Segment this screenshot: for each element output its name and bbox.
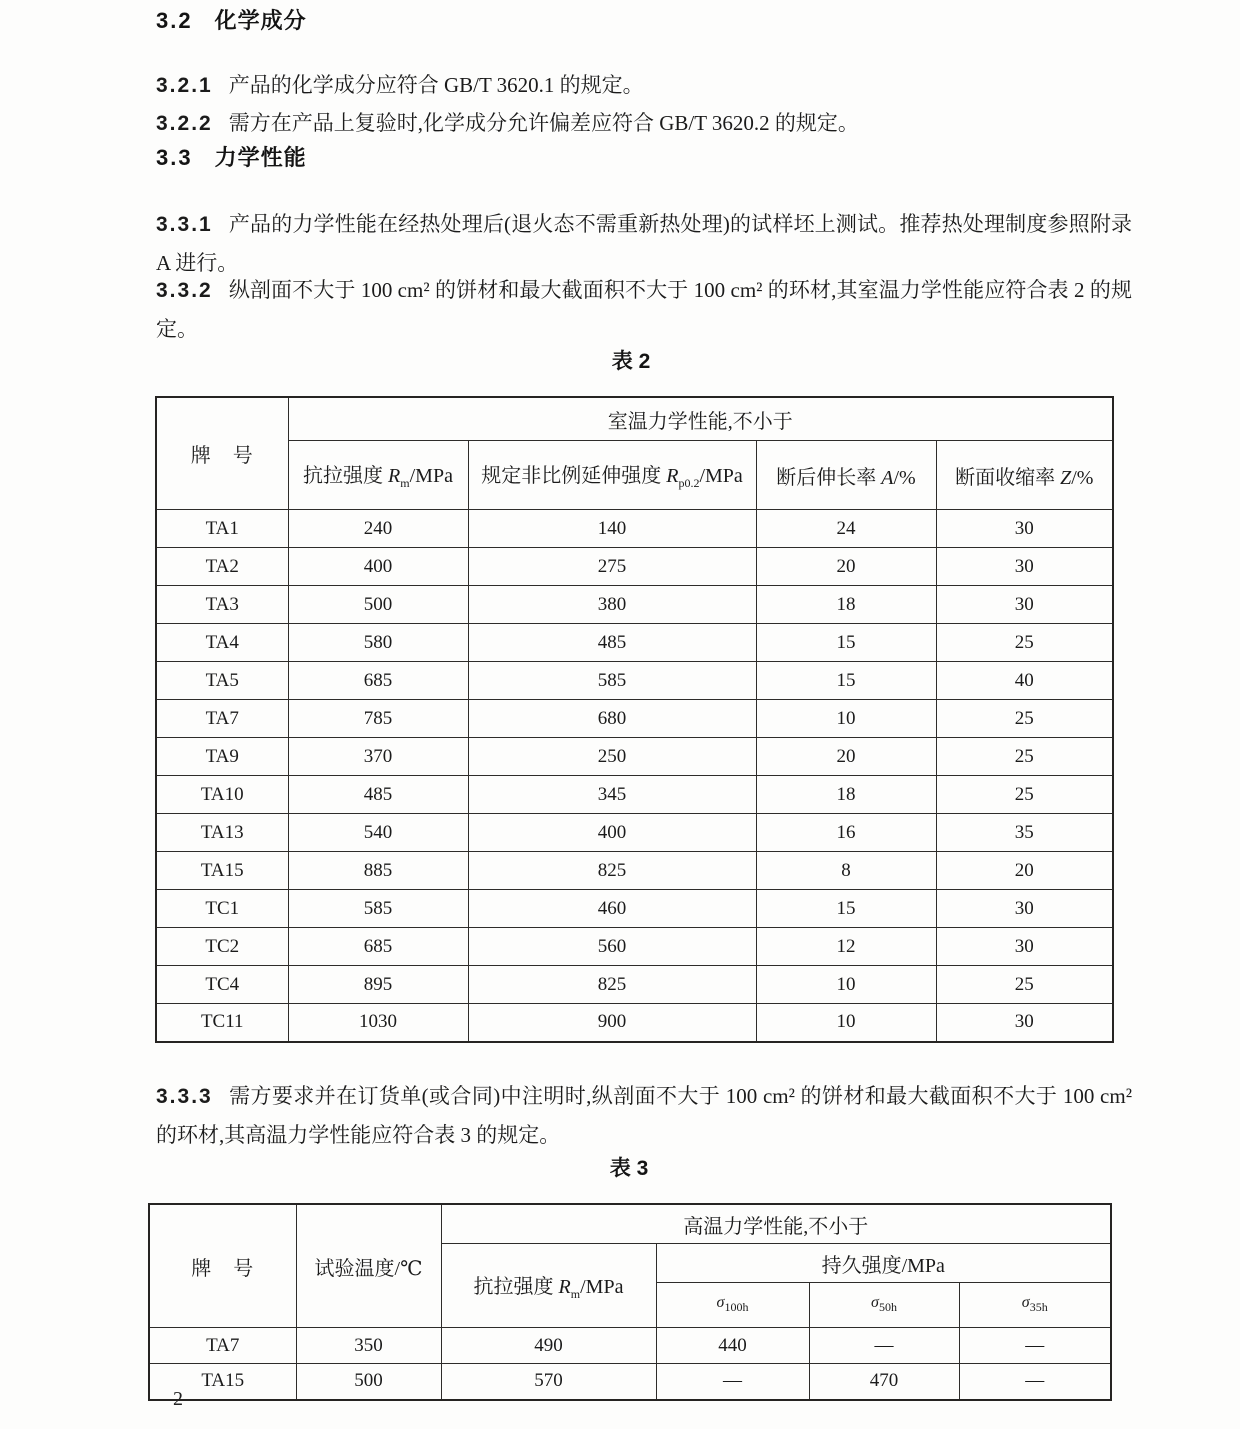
elongation-cell: 20 [756, 738, 936, 776]
paragraph-3-3-3 [156, 1077, 1132, 1154]
grade-cell: TA7 [149, 1328, 296, 1364]
elongation-cell: 15 [756, 890, 936, 928]
clause-number: 3.2.1 [156, 74, 213, 97]
table-row [156, 1004, 1113, 1042]
unit: /MPa [409, 465, 453, 487]
table-2-col-reduction-of-area [936, 441, 1113, 510]
grade-cell: TA13 [156, 814, 288, 852]
clause-number: 3.2 [156, 8, 193, 33]
heading-3-3 [156, 145, 307, 171]
tensile-strength-cell: 370 [288, 738, 468, 776]
symbol: Z [1060, 466, 1072, 489]
grade-cell: TA1 [156, 510, 288, 548]
table-3-endurance-strength-header: 持久强度/MPa [656, 1244, 1111, 1283]
table-row [149, 1364, 1111, 1400]
proof-strength-cell: 345 [468, 776, 756, 814]
table-row [156, 586, 1113, 624]
table-2-col-elongation [756, 441, 936, 510]
tensile-strength-cell: 685 [288, 662, 468, 700]
tensile-strength-cell: 885 [288, 852, 468, 890]
col-label: 抗拉强度 [473, 1275, 559, 1298]
table-row [156, 738, 1113, 776]
grade-cell: TA7 [156, 700, 288, 738]
sigma-35h-cell: — [959, 1328, 1111, 1364]
col-label: 规定非比例延伸强度 [481, 465, 667, 487]
proof-strength-cell: 400 [468, 814, 756, 852]
table-2-caption: 表 2 [611, 350, 651, 373]
unit: /MPa [699, 465, 743, 487]
elongation-cell: 15 [756, 662, 936, 700]
reduction-of-area-cell: 25 [936, 966, 1113, 1004]
symbol-subscript: m [570, 1286, 581, 1301]
elongation-cell: 10 [756, 700, 936, 738]
tensile-strength-cell: 685 [288, 928, 468, 966]
sigma-50h-cell: 470 [809, 1364, 959, 1400]
tensile-strength-cell: 580 [288, 624, 468, 662]
table-3-col-sigma-100h [656, 1283, 809, 1328]
clause-number: 3.3.2 [156, 279, 213, 302]
elongation-cell: 8 [756, 852, 936, 890]
sigma-100h-cell: 440 [656, 1328, 809, 1364]
clause-text: 产品的力学性能在经热处理后(退火态不需重新热处理)的试样坯上测试。推荐热处理制度参照附录 A 进行。 [156, 212, 1132, 275]
reduction-of-area-cell: 40 [936, 662, 1113, 700]
grade-cell: TC2 [156, 928, 288, 966]
reduction-of-area-cell: 30 [936, 1004, 1113, 1042]
proof-strength-cell: 485 [468, 624, 756, 662]
table-row [156, 510, 1113, 548]
clause-number: 3.3 [156, 145, 193, 170]
table-row [149, 1328, 1111, 1364]
paragraph-3-2-1 [156, 66, 1132, 105]
reduction-of-area-cell: 30 [936, 586, 1113, 624]
reduction-of-area-cell: 25 [936, 738, 1113, 776]
table-3-header-row-1 [149, 1204, 1111, 1244]
clause-number: 3.2.2 [156, 112, 213, 135]
tensile-strength-cell: 785 [288, 700, 468, 738]
elongation-cell: 15 [756, 624, 936, 662]
reduction-of-area-cell: 30 [936, 548, 1113, 586]
reduction-of-area-cell: 25 [936, 700, 1113, 738]
table-row [156, 890, 1113, 928]
table-row [156, 700, 1113, 738]
tensile-strength-cell: 585 [288, 890, 468, 928]
col-label: 断后伸长率 [776, 466, 882, 489]
table-2-col-proof-strength [468, 441, 756, 510]
tensile-strength-cell: 570 [441, 1364, 656, 1400]
paragraph-3-3-2 [156, 271, 1132, 348]
grade-cell: TC11 [156, 1004, 288, 1042]
tensile-strength-cell: 240 [288, 510, 468, 548]
elongation-cell: 24 [756, 510, 936, 548]
reduction-of-area-cell: 25 [936, 776, 1113, 814]
symbol: R [666, 465, 679, 487]
table-3-caption: 表 3 [609, 1157, 649, 1180]
col-label: 抗拉强度 [303, 465, 389, 487]
symbol-subscript: 50h [878, 1300, 897, 1315]
sigma-symbol: σ [871, 1294, 879, 1312]
col-label: 断面收缩率 [955, 466, 1061, 489]
grade-cell: TC4 [156, 966, 288, 1004]
table-row [156, 928, 1113, 966]
table-2 [155, 396, 1114, 1043]
sigma-35h-cell: — [959, 1364, 1111, 1400]
grade-cell: TA10 [156, 776, 288, 814]
tensile-strength-cell: 400 [288, 548, 468, 586]
heading-title: 化学成分 [214, 8, 307, 33]
reduction-of-area-cell: 30 [936, 928, 1113, 966]
test-temperature-cell: 350 [296, 1328, 441, 1364]
table-row [156, 548, 1113, 586]
symbol: R [388, 465, 401, 487]
reduction-of-area-cell: 35 [936, 814, 1113, 852]
symbol-subscript: m [400, 476, 410, 490]
clause-number: 3.3.1 [156, 213, 213, 236]
table-3-grade-header: 牌 号 [149, 1204, 296, 1328]
elongation-cell: 18 [756, 586, 936, 624]
table-2-header-row-1 [156, 397, 1113, 441]
table-3-col-sigma-35h [959, 1283, 1111, 1328]
tensile-strength-cell: 490 [441, 1328, 656, 1364]
table-2-grade-header: 牌 号 [156, 397, 288, 510]
tensile-strength-cell: 485 [288, 776, 468, 814]
grade-cell: TA4 [156, 624, 288, 662]
table-2-group-header: 室温力学性能,不小于 [288, 397, 1113, 441]
reduction-of-area-cell: 25 [936, 624, 1113, 662]
clause-text: 纵剖面不大于 100 cm² 的饼材和最大截面积不大于 100 cm² 的环材,其室温力学性能应符合表 2 的规定。 [156, 278, 1132, 341]
elongation-cell: 18 [756, 776, 936, 814]
clause-text: 产品的化学成分应符合 GB/T 3620.1 的规定。 [228, 73, 644, 97]
table-3-test-temperature-header: 试验温度/℃ [296, 1204, 441, 1328]
grade-cell: TA2 [156, 548, 288, 586]
proof-strength-cell: 140 [468, 510, 756, 548]
table-3-col-tensile-strength [441, 1244, 656, 1328]
elongation-cell: 12 [756, 928, 936, 966]
unit: /% [893, 466, 916, 489]
table-3-group-header: 高温力学性能,不小于 [441, 1204, 1111, 1244]
heading-title: 力学性能 [214, 145, 307, 170]
symbol: R [558, 1275, 571, 1298]
heading-3-2 [156, 8, 307, 34]
reduction-of-area-cell: 20 [936, 852, 1113, 890]
unit: /MPa [580, 1275, 624, 1298]
symbol-subscript: 35h [1029, 1300, 1048, 1315]
symbol-subscript: 100h [724, 1300, 749, 1315]
symbol-subscript: p0.2 [678, 476, 700, 490]
grade-cell: TA15 [156, 852, 288, 890]
grade-cell: TC1 [156, 890, 288, 928]
table-row [156, 852, 1113, 890]
sigma-100h-cell: — [656, 1364, 809, 1400]
proof-strength-cell: 380 [468, 586, 756, 624]
clause-text: 需方要求并在订货单(或合同)中注明时,纵剖面不大于 100 cm² 的饼材和最大截面积不大于 100 cm² 的环材,其高温力学性能应符合表 3 的规定。 [156, 1084, 1132, 1147]
reduction-of-area-cell: 30 [936, 890, 1113, 928]
tensile-strength-cell: 1030 [288, 1004, 468, 1042]
proof-strength-cell: 250 [468, 738, 756, 776]
symbol: A [881, 466, 894, 489]
proof-strength-cell: 825 [468, 852, 756, 890]
proof-strength-cell: 460 [468, 890, 756, 928]
elongation-cell: 20 [756, 548, 936, 586]
table-row [156, 814, 1113, 852]
proof-strength-cell: 825 [468, 966, 756, 1004]
clause-text: 需方在产品上复验时,化学成分允许偏差应符合 GB/T 3620.2 的规定。 [228, 111, 859, 135]
grade-cell: TA5 [156, 662, 288, 700]
proof-strength-cell: 275 [468, 548, 756, 586]
tensile-strength-cell: 895 [288, 966, 468, 1004]
table-row [156, 966, 1113, 1004]
table-row [156, 624, 1113, 662]
grade-cell: TA9 [156, 738, 288, 776]
grade-cell: TA3 [156, 586, 288, 624]
grade-cell: TA15 [149, 1364, 296, 1400]
tensile-strength-cell: 500 [288, 586, 468, 624]
sigma-symbol: σ [716, 1294, 725, 1312]
elongation-cell: 10 [756, 966, 936, 1004]
sigma-symbol: σ [1021, 1294, 1030, 1312]
reduction-of-area-cell: 30 [936, 510, 1113, 548]
tensile-strength-cell: 540 [288, 814, 468, 852]
elongation-cell: 10 [756, 1004, 936, 1042]
page-number: 2 [173, 1388, 183, 1410]
paragraph-3-2-2 [156, 104, 1132, 143]
table-2-col-tensile-strength [288, 441, 468, 510]
clause-number: 3.3.3 [156, 1085, 213, 1108]
table-row [156, 662, 1113, 700]
table-2-header-row-2 [156, 441, 1113, 510]
table-3-col-sigma-50h [809, 1283, 959, 1328]
proof-strength-cell: 680 [468, 700, 756, 738]
unit: /% [1071, 466, 1094, 489]
test-temperature-cell: 500 [296, 1364, 441, 1400]
table-row [156, 776, 1113, 814]
proof-strength-cell: 900 [468, 1004, 756, 1042]
proof-strength-cell: 560 [468, 928, 756, 966]
table-3 [148, 1203, 1112, 1401]
proof-strength-cell: 585 [468, 662, 756, 700]
elongation-cell: 16 [756, 814, 936, 852]
sigma-50h-cell: — [809, 1328, 959, 1364]
